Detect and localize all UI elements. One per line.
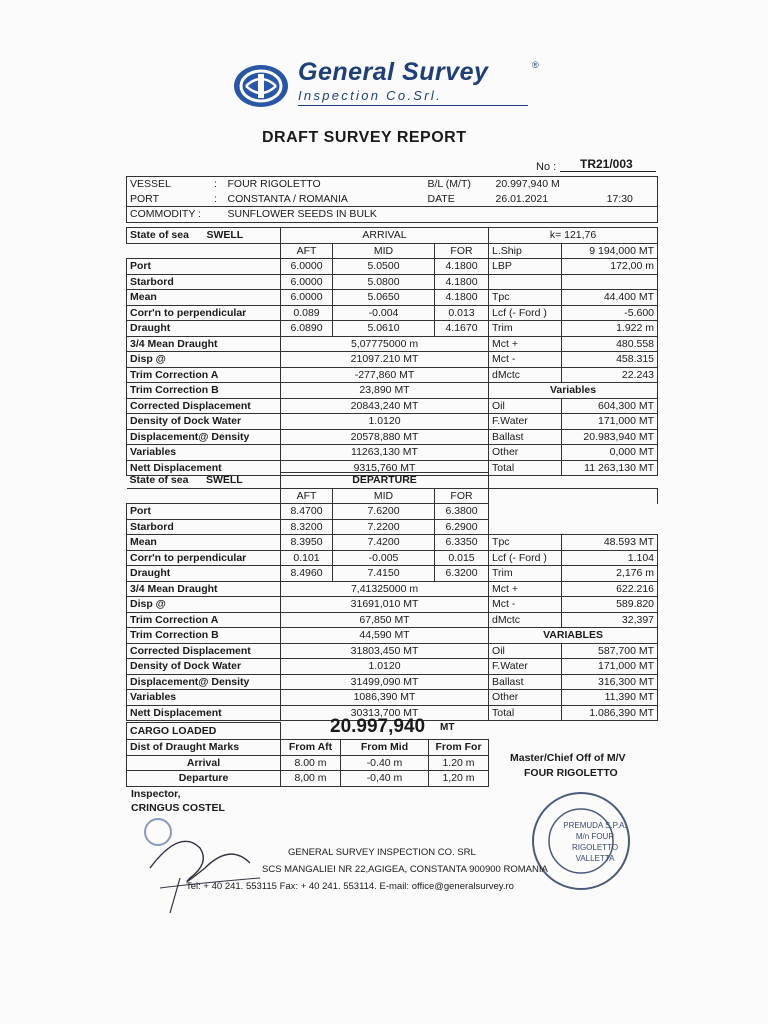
calc-row — [127, 429, 658, 445]
lship-label: L.Ship — [489, 243, 562, 259]
side-label: Trim — [489, 566, 562, 582]
logo-title: General Survey — [298, 58, 489, 86]
departure-state-of-sea — [127, 473, 281, 489]
marks-arrival-aft: 8.00 m — [281, 755, 341, 771]
calc-label: Disp @ — [127, 352, 281, 368]
lship-value: 9 194,000 MT — [562, 243, 658, 259]
aft-value: 6.0890 — [281, 321, 333, 337]
logo-trademark: ® — [532, 60, 539, 70]
marks-header-row — [127, 740, 489, 756]
mid-value: 5.0800 — [333, 274, 435, 290]
calc-label: Trim Correction B — [127, 383, 281, 399]
calc-value: 31691,010 MT — [281, 597, 489, 613]
for-value: 4.1800 — [435, 274, 489, 290]
calc-label: Nett Displacement — [127, 460, 281, 476]
col-aft: AFT — [281, 488, 333, 504]
inspector-label: Inspector, — [131, 788, 181, 800]
row-label: Corr'n to perpendicular — [127, 305, 281, 321]
footer-company: GENERAL SURVEY INSPECTION CO. SRL — [288, 847, 476, 858]
side-value — [562, 274, 658, 290]
calc-value: 1.0120 — [281, 659, 489, 675]
side-label: Mct - — [489, 352, 562, 368]
calc-label: Trim Correction A — [127, 367, 281, 383]
marks-departure-for: 1,20 m — [429, 771, 489, 787]
marks-departure-row — [127, 771, 489, 787]
row-label: Mean — [127, 290, 281, 306]
calc-value: 20843,240 MT — [281, 398, 489, 414]
mid-value: -0.005 — [333, 550, 435, 566]
calc-value: 9315,760 MT — [281, 460, 489, 476]
side-label: Total — [489, 705, 562, 721]
side-label: Other — [489, 445, 562, 461]
side-label: Trim — [489, 321, 562, 337]
cargo-loaded-label: CARGO LOADED — [127, 723, 281, 740]
side-label: F.Water — [489, 414, 562, 430]
time-value: 17:30 — [583, 192, 658, 207]
calc-row — [127, 628, 658, 644]
side-value: 44.400 MT — [562, 290, 658, 306]
bl-value: 20.997,940 M — [493, 177, 583, 192]
calc-row — [127, 643, 658, 659]
side-label: Mct + — [489, 581, 562, 597]
for-value: 4.1670 — [435, 321, 489, 337]
mid-value: -0.004 — [333, 305, 435, 321]
calc-label: Trim Correction B — [127, 628, 281, 644]
draft-row — [127, 519, 658, 535]
row-label: Mean — [127, 535, 281, 551]
calc-row — [127, 336, 658, 352]
side-label: Oil — [489, 398, 562, 414]
calc-value: 23,890 MT — [281, 383, 489, 399]
calc-value: 31499,090 MT — [281, 674, 489, 690]
calc-row — [127, 690, 658, 706]
departure-state-row — [127, 473, 658, 489]
side-value: 0,000 MT — [562, 445, 658, 461]
row-label: Starbord — [127, 274, 281, 290]
side-label: LBP — [489, 259, 562, 275]
calc-label: Corrected Displacement — [127, 398, 281, 414]
calc-row — [127, 581, 658, 597]
calc-value: 44,590 MT — [281, 628, 489, 644]
calc-value: 30313,700 MT — [281, 705, 489, 721]
side-label: Ballast — [489, 674, 562, 690]
side-value: 1.922 m — [562, 321, 658, 337]
side-value: 604,300 MT — [562, 398, 658, 414]
departure-table — [126, 472, 658, 721]
cargo-loaded-value: 20.997,940 — [330, 716, 426, 737]
marks-col-mid: From Mid — [341, 740, 429, 756]
col-for: FOR — [435, 243, 489, 259]
for-value: 6.3350 — [435, 535, 489, 551]
marks-departure-aft: 8,00 m — [281, 771, 341, 787]
aft-value: 6.0000 — [281, 259, 333, 275]
mid-value: 7.4150 — [333, 566, 435, 582]
for-value: 0.015 — [435, 550, 489, 566]
side-value: 1.104 — [562, 550, 658, 566]
calc-value: 1086,390 MT — [281, 690, 489, 706]
calc-value: 67,850 MT — [281, 612, 489, 628]
inspector-signature-stamp — [140, 808, 290, 918]
vessel-row — [127, 177, 658, 192]
side-value: 22.243 — [562, 367, 658, 383]
calc-row — [127, 597, 658, 613]
row-label: Draught — [127, 566, 281, 582]
calc-label: Displacement@ Density — [127, 429, 281, 445]
calc-row — [127, 352, 658, 368]
mid-value: 5.0500 — [333, 259, 435, 275]
aft-value: 8.4960 — [281, 566, 333, 582]
side-value: 11 263,130 MT — [562, 460, 658, 476]
port-label: PORT — [127, 192, 207, 207]
calc-label: Disp @ — [127, 597, 281, 613]
arrival-cols-row — [127, 243, 658, 259]
commodity-label: COMMODITY : — [127, 207, 225, 223]
calc-label: Trim Correction A — [127, 612, 281, 628]
arrival-calc-rows — [127, 336, 658, 476]
calc-row — [127, 445, 658, 461]
calc-label: 3/4 Mean Draught — [127, 336, 281, 352]
arrival-draft-rows — [127, 259, 658, 337]
bl-label: B/L (M/T) — [425, 177, 493, 192]
side-label: Mct - — [489, 597, 562, 613]
calc-row — [127, 383, 658, 399]
inspector-name: CRINGUS COSTEL — [131, 802, 225, 814]
calc-row — [127, 674, 658, 690]
side-value: 480.558 — [562, 336, 658, 352]
calc-label: Corrected Displacement — [127, 643, 281, 659]
side-label: Total — [489, 460, 562, 476]
col-mid: MID — [333, 243, 435, 259]
row-label: Corr'n to perpendicular — [127, 550, 281, 566]
arrival-table — [126, 227, 658, 476]
vessel-name: FOUR RIGOLETTO — [225, 177, 425, 192]
mid-value: 7.6200 — [333, 504, 435, 520]
cargo-row — [127, 723, 489, 740]
date-label: DATE — [425, 192, 493, 207]
calc-row — [127, 659, 658, 675]
row-label: Starbord — [127, 519, 281, 535]
draft-row — [127, 274, 658, 290]
calc-value: 7,41325000 m — [281, 581, 489, 597]
side-label: Lcf (- Ford ) — [489, 305, 562, 321]
draft-row — [127, 290, 658, 306]
draft-row — [127, 259, 658, 275]
side-value: 458.315 — [562, 352, 658, 368]
vessel-colon: : — [207, 177, 225, 192]
logo-underline — [298, 105, 528, 106]
calc-label: Variables — [127, 445, 281, 461]
aft-value: 0.101 — [281, 550, 333, 566]
vessel-info-table — [126, 176, 658, 223]
side-label: Tpc — [489, 535, 562, 551]
side-label: Lcf (- Ford ) — [489, 550, 562, 566]
calc-value: 31803,450 MT — [281, 643, 489, 659]
side-value: 622.216 — [562, 581, 658, 597]
departure-cols-row — [127, 488, 658, 504]
for-value: 6.2900 — [435, 519, 489, 535]
date-value: 26.01.2021 — [493, 192, 583, 207]
row-label: Port — [127, 504, 281, 520]
report-number-underline — [560, 171, 656, 172]
arrival-state-row — [127, 228, 658, 244]
master-vessel: FOUR RIGOLETTO — [524, 767, 618, 779]
marks-departure-mid: -0,40 m — [341, 771, 429, 787]
side-value: 48.593 MT — [562, 535, 658, 551]
empty-cell — [489, 473, 658, 489]
report-title: DRAFT SURVEY REPORT — [262, 129, 467, 146]
side-label: Ballast — [489, 429, 562, 445]
state-label: State of sea — [130, 229, 189, 242]
aft-value: 8.3200 — [281, 519, 333, 535]
calc-value: 11263,130 MT — [281, 445, 489, 461]
master-title: Master/Chief Off of M/V — [510, 752, 626, 764]
draft-row — [127, 321, 658, 337]
stamp-inner: M/n FOUR RIGOLETTO VALLETTA — [571, 832, 619, 863]
side-label: Mct + — [489, 336, 562, 352]
calc-value: 5,07775000 m — [281, 336, 489, 352]
calc-label: Displacement@ Density — [127, 674, 281, 690]
aft-value: 6.0000 — [281, 274, 333, 290]
departure-calc-rows — [127, 581, 658, 721]
state-value: SWELL — [206, 229, 244, 242]
report-number-label: No : — [536, 161, 557, 173]
departure-draft-rows — [127, 504, 658, 582]
arrival-state-of-sea — [127, 228, 281, 244]
mid-value: 5.0650 — [333, 290, 435, 306]
calc-label: Variables — [127, 690, 281, 706]
side-value: 171,000 MT — [562, 414, 658, 430]
mid-value: 5.0610 — [333, 321, 435, 337]
departure-section-title: DEPARTURE — [281, 473, 489, 489]
for-value: 4.1800 — [435, 290, 489, 306]
mid-value: 7.2200 — [333, 519, 435, 535]
calc-row — [127, 612, 658, 628]
side-label: dMctc — [489, 367, 562, 383]
calc-row — [127, 367, 658, 383]
calc-value: 1.0120 — [281, 414, 489, 430]
for-value: 6.3200 — [435, 566, 489, 582]
empty-cell — [583, 177, 658, 192]
for-value: 6.3800 — [435, 504, 489, 520]
draft-row — [127, 550, 658, 566]
calc-value: -277,860 MT — [281, 367, 489, 383]
side-value: 1.086,390 MT — [562, 705, 658, 721]
cargo-loaded-unit: MT — [440, 722, 455, 733]
side-value: -5.600 — [562, 305, 658, 321]
aft-value: 0.089 — [281, 305, 333, 321]
vessel-label: VESSEL — [127, 177, 207, 192]
mid-value: 7.4200 — [333, 535, 435, 551]
marks-title: Dist of Draught Marks — [127, 740, 281, 756]
side-value: 172,00 m — [562, 259, 658, 275]
calc-label: Nett Displacement — [127, 705, 281, 721]
footer-address: SCS MANGALIEI NR 22,AGIGEA, CONSTANTA 900900 ROMANIA — [262, 864, 548, 875]
calc-row — [127, 414, 658, 430]
col-for: FOR — [435, 488, 489, 504]
marks-arrival-row — [127, 755, 489, 771]
calc-value: 20578,880 MT — [281, 429, 489, 445]
aft-value: 8.3950 — [281, 535, 333, 551]
calc-row — [127, 398, 658, 414]
aft-value: 6.0000 — [281, 290, 333, 306]
marks-col-for: From For — [429, 740, 489, 756]
company-logo — [232, 58, 552, 114]
port-row — [127, 192, 658, 207]
arrival-section-title: ARRIVAL — [281, 228, 489, 244]
row-label: Draught — [127, 321, 281, 337]
stamp-text — [560, 820, 630, 864]
side-label — [489, 274, 562, 290]
calc-value: 21097.210 MT — [281, 352, 489, 368]
footer-contact: Tel: + 40 241. 553115 Fax: + 40 241. 553114. E-mail: office@generalsurvey.ro — [186, 881, 514, 892]
aft-value: 8.4700 — [281, 504, 333, 520]
calc-label: Density of Dock Water — [127, 414, 281, 430]
variables-title: Variables — [489, 383, 658, 399]
marks-departure-label: Departure — [127, 771, 281, 787]
side-value: 2,176 m — [562, 566, 658, 582]
empty-block — [489, 488, 658, 504]
side-value: 11,390 MT — [562, 690, 658, 706]
col-mid: MID — [333, 488, 435, 504]
row-label: Port — [127, 259, 281, 275]
commodity-value: SUNFLOWER SEEDS IN BULK — [225, 207, 658, 223]
side-value: 20.983,940 MT — [562, 429, 658, 445]
report-number: TR21/003 — [580, 157, 633, 171]
draft-row — [127, 504, 658, 520]
port-value: CONSTANTA / ROMANIA — [225, 192, 425, 207]
draft-row — [127, 305, 658, 321]
stamp-company: PREMUDA S.P.A. — [563, 821, 627, 830]
logo-subtitle: Inspection Co.Srl. — [298, 88, 443, 103]
globe-logo-icon — [232, 62, 290, 110]
side-label: dMctc — [489, 612, 562, 628]
variables-title: VARIABLES — [489, 628, 658, 644]
side-label: F.Water — [489, 659, 562, 675]
empty-cell — [127, 243, 281, 259]
side-label: Oil — [489, 643, 562, 659]
side-label: Other — [489, 690, 562, 706]
marks-arrival-mid: -0.40 m — [341, 755, 429, 771]
draft-row — [127, 566, 658, 582]
calc-label: Density of Dock Water — [127, 659, 281, 675]
commodity-row — [127, 207, 658, 223]
cargo-marks-table — [126, 722, 489, 787]
draft-row — [127, 535, 658, 551]
for-value: 4.1800 — [435, 259, 489, 275]
side-value: 316,300 MT — [562, 674, 658, 690]
for-value: 0.013 — [435, 305, 489, 321]
state-label: State of sea — [129, 474, 189, 486]
side-value: 171,000 MT — [562, 659, 658, 675]
side-label: Tpc — [489, 290, 562, 306]
state-value: SWELL — [205, 474, 243, 486]
side-value: 32,397 — [562, 612, 658, 628]
marks-arrival-label: Arrival — [127, 755, 281, 771]
marks-col-aft: From Aft — [281, 740, 341, 756]
side-value: 587,700 MT — [562, 643, 658, 659]
port-colon: : — [207, 192, 225, 207]
marks-arrival-for: 1.20 m — [429, 755, 489, 771]
empty-cell — [127, 488, 281, 504]
col-aft: AFT — [281, 243, 333, 259]
side-value: 589.820 — [562, 597, 658, 613]
calc-label: 3/4 Mean Draught — [127, 581, 281, 597]
arrival-k-value: k= 121,76 — [489, 228, 658, 244]
